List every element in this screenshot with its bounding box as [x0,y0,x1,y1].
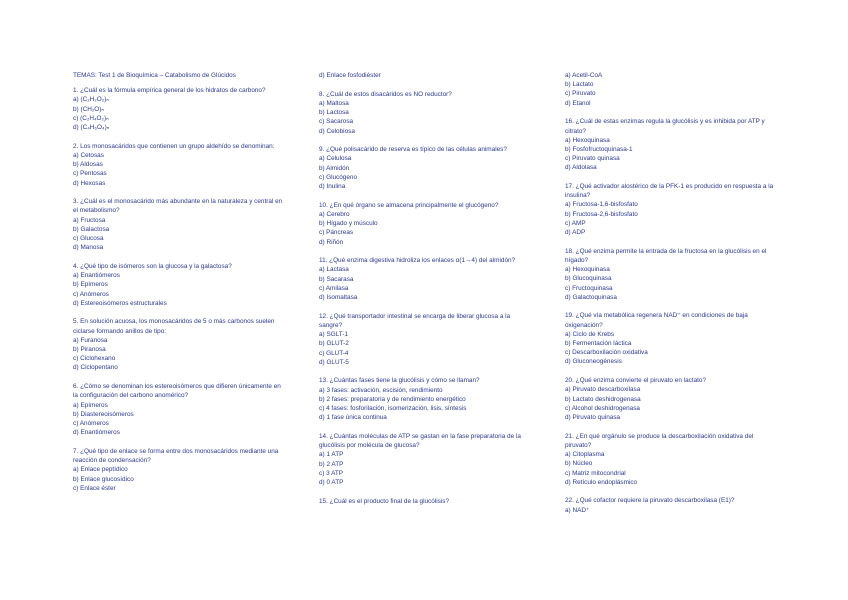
question-text: 4. ¿Qué tipo de isómeros son la glucosa y la galactosa? [73,262,232,270]
answer-option: d) Riñón [319,238,344,246]
answer-option: b) Almidón [319,164,350,172]
answer-option: a) Epímeros [73,401,108,409]
answer-option: b) Núcleo [565,460,593,468]
question-text: 1. ¿Cuál es la fórmula empírica general de los hidratos de carbono? [73,87,266,95]
answer-option: a) Piruvato descarboxilasa [565,386,641,394]
answer-option: c) Anómeros [73,290,109,298]
answer-option: a) Hexoquinasa [565,136,610,144]
answer-option: c) Piruvato [565,90,596,98]
answer-option: b) Fructosa-2,6-bisfosfato [565,210,638,218]
question-text: 20. ¿Qué enzima convierte el piruvato en lactato? [565,377,707,385]
answer-option: d) Retículo endoplásmico [565,478,638,486]
answer-option: c) 3 ATP [319,469,344,477]
answer-option: d) 0 ATP [319,479,344,487]
question-block [319,376,529,422]
question-block [319,201,529,247]
question-block [565,376,775,422]
question-text: 6. ¿Cómo se denominan los estereoisómeros que difieren únicamente en la configuración del carbono anomérico? [73,383,281,400]
question-block [565,432,775,487]
answer-option: b) Aldosas [73,161,103,169]
answer-option: c) GLUT-4 [319,349,349,357]
answer-option: d) Piruvato quinasa [565,414,621,421]
question-block [73,262,283,308]
answer-option: a) 1 ATP [319,451,344,459]
question-block [319,71,529,80]
question-text: 5. En solución acuosa, los monosacáridos de 5 o más carbonos suelen ciclarse formando anillos de tipo: [73,318,275,335]
question-block [565,182,775,237]
answer-option: a) Fructosa-1,6-bisfosfato [565,201,638,209]
answer-option: b) (CH₂O)ₙ [73,105,104,113]
question-text: 8. ¿Cuál de estos disacáridos es NO reductor? [319,90,452,98]
question-text: 10. ¿En qué órgano se almacena principalmente el glucógeno? [319,201,499,209]
question-text: 16. ¿Cuál de estas enzimas regula la glucólisis y es inhibida por ATP y citrato? [565,118,765,135]
answer-option: c) Ciclohexano [73,355,116,363]
answer-option: b) Galactosa [73,225,110,233]
answer-option: b) 2 ATP [319,460,344,468]
answer-option: d) Hexosas [73,179,106,187]
answer-option: d) ADP [565,229,586,237]
answer-option: d) Isomaltasa [319,294,358,302]
answer-option: d) 1 fase única continua [319,414,387,422]
answer-option: a) Acetil-CoA [565,72,603,79]
answer-option: a) Ciclo de Krebs [565,330,615,338]
answer-option: a) NAD⁺ [565,506,590,514]
question-text: 15. ¿Cuál es el producto final de la glucólisis? [319,497,450,505]
question-text: 3. ¿Cuál es el monosacárido más abundante en la naturaleza y central en el metabolismo? [73,198,283,215]
answer-option: b) Fosfofructoquinasa-1 [565,145,633,153]
answer-option: a) SGLT-1 [319,331,349,339]
answer-option: c) Sacarosa [319,118,354,126]
answer-option: a) Enlace peptídico [73,466,128,474]
question-block [73,382,283,437]
question-block [565,71,775,108]
answer-option: c) Enlace éster [73,484,116,492]
answer-option: b) Epímeros [73,281,108,289]
answer-option: c) Glucosa [73,235,104,243]
answer-option: d) Estereoisómeros estructurales [73,299,167,307]
answer-option: d) Celobiosa [319,127,355,135]
answer-option: c) Anómeros [73,420,109,427]
answer-option: c) Glucógeno [319,173,358,181]
answer-option: b) Fermentación láctica [565,340,632,348]
answer-option: d) Ciclopentano [73,364,118,372]
question-block [319,90,529,136]
question-text: 7. ¿Qué tipo de enlace se forma entre dos monosacáridos mediante una reacción de condensación? [73,447,279,465]
answer-option: a) Lactasa [319,266,349,274]
question-text: 18. ¿Qué enzima permite la entrada de la fructosa en la glucólisis en el hígado? [565,247,767,264]
question-block [319,432,529,487]
question-block [73,142,283,188]
answer-option: b) GLUT-2 [319,340,349,348]
question-block [73,447,283,493]
answer-option: c) Matriz mitocondrial [565,469,626,477]
answer-option: b) Sacarasa [319,275,354,283]
question-block [319,312,529,367]
answer-option: d) Inulina [319,183,346,191]
answer-option: b) Hígado y músculo [319,220,378,228]
answer-option: a) Maltosa [319,99,349,107]
answer-option: a) (C₂H₂O₂)ₙ [73,96,109,104]
answer-option: c) Páncreas [319,229,354,237]
answer-option: d) GLUT-5 [319,358,349,366]
answer-option: a) Hexoquinasa [565,266,610,274]
answer-option: b) Lactosa [319,109,349,117]
question-text: 9. ¿Qué polisacárido de reserva es típico de las células animales? [319,146,507,154]
column-2 [319,71,529,515]
question-block [319,256,529,302]
answer-option: c) Fructoquinasa [565,284,613,292]
answer-option: c) Piruvato quinasa [565,155,620,163]
question-block [565,311,775,366]
question-text: 11. ¿Qué enzima digestiva hidroliza los enlaces α(1→4) del almidón? [319,257,516,265]
answer-option: a) Cerebro [319,210,350,218]
answer-option: b) Lactato [565,81,594,89]
answer-option: d) Manosa [73,244,104,252]
answer-option: d) Gluconeogénesis [565,358,622,366]
column-3 [565,71,775,524]
answer-option: b) 2 fases: preparatoria y de rendimiento energético [319,395,466,403]
answer-option: d) Etanol [565,99,591,107]
answer-option: b) Glucoquinasa [565,275,612,283]
answer-option: d) Aldolasa [565,164,597,172]
question-block [565,117,775,172]
answer-option: a) Furanosa [73,336,108,344]
document-title: TEMAS: Test 1 de Bioquímica – Catabolismo de Glúcidos [73,72,236,79]
answer-option: c) (C₂H₄O₂)ₙ [73,114,109,122]
answer-option: b) Piranosa [73,346,106,354]
answer-option: c) Amilasa [319,284,349,292]
question-block [565,247,775,302]
answer-option: a) Citoplasma [565,451,605,459]
question-text: 22. ¿Qué cofactor requiere la piruvato descarboxilasa (E1)? [565,497,735,505]
answer-option: a) Cetosas [73,151,104,159]
answer-option: c) Descarboxilación oxidativa [565,349,648,357]
answer-option: b) Diastereoisómeros [73,410,134,418]
column-1 [73,71,283,502]
question-block [73,86,283,132]
answer-option: a) Enantiómeros [73,272,120,280]
question-block [73,197,283,252]
question-text: 2. Los monosacáridos que contienen un grupo aldehído se denominan: [73,142,275,150]
answer-option: a) Fructosa [73,216,106,224]
question-text: 17. ¿Qué activador alostérico de la PFK-1 es producido en respuesta a la insulina? [565,183,774,200]
answer-option: c) Alcohol deshidrogenasa [565,404,640,412]
question-text: 14. ¿Cuántas moléculas de ATP se gastan en la fase preparatoria de la glucólisis por molécula de glucosa? [319,433,521,450]
question-block [319,497,529,506]
answer-option: c) AMP [565,219,586,227]
question-block [73,317,283,372]
question-text: 21. ¿En qué orgánulo se produce la descarboxilación oxidativa del piruvato? [565,432,754,449]
question-block [319,145,529,191]
question-text: 19. ¿Qué vía metabólica regenera NAD⁺ en condiciones de baja oxigenación? [565,312,748,329]
answer-option: c) Pentosas [73,170,107,178]
answer-option: b) Lactato deshidrogenasa [565,395,641,403]
question-block [565,496,775,514]
answer-option: d) Enlace fosfodiéster [319,72,381,79]
answer-option: d) Enantiómeros [73,429,120,437]
answer-option: c) 4 fases: fosforilación, isomerización, lisis, síntesis [319,405,467,413]
question-text: 13. ¿Cuántas fases tiene la glucólisis y cómo se llaman? [319,377,480,385]
answer-option: a) Celulosa [319,155,352,163]
answer-option: d) (C₄H₆O₄)ₙ [73,124,110,132]
answer-option: b) Enlace glucosídico [73,475,134,483]
answer-option: d) Galactoquinasa [565,293,617,301]
answer-option: a) 3 fases: activación, escisión, rendimiento [319,386,443,394]
question-text: 12. ¿Qué transportador intestinal se encarga de liberar glucosa a la sangre? [319,312,511,329]
